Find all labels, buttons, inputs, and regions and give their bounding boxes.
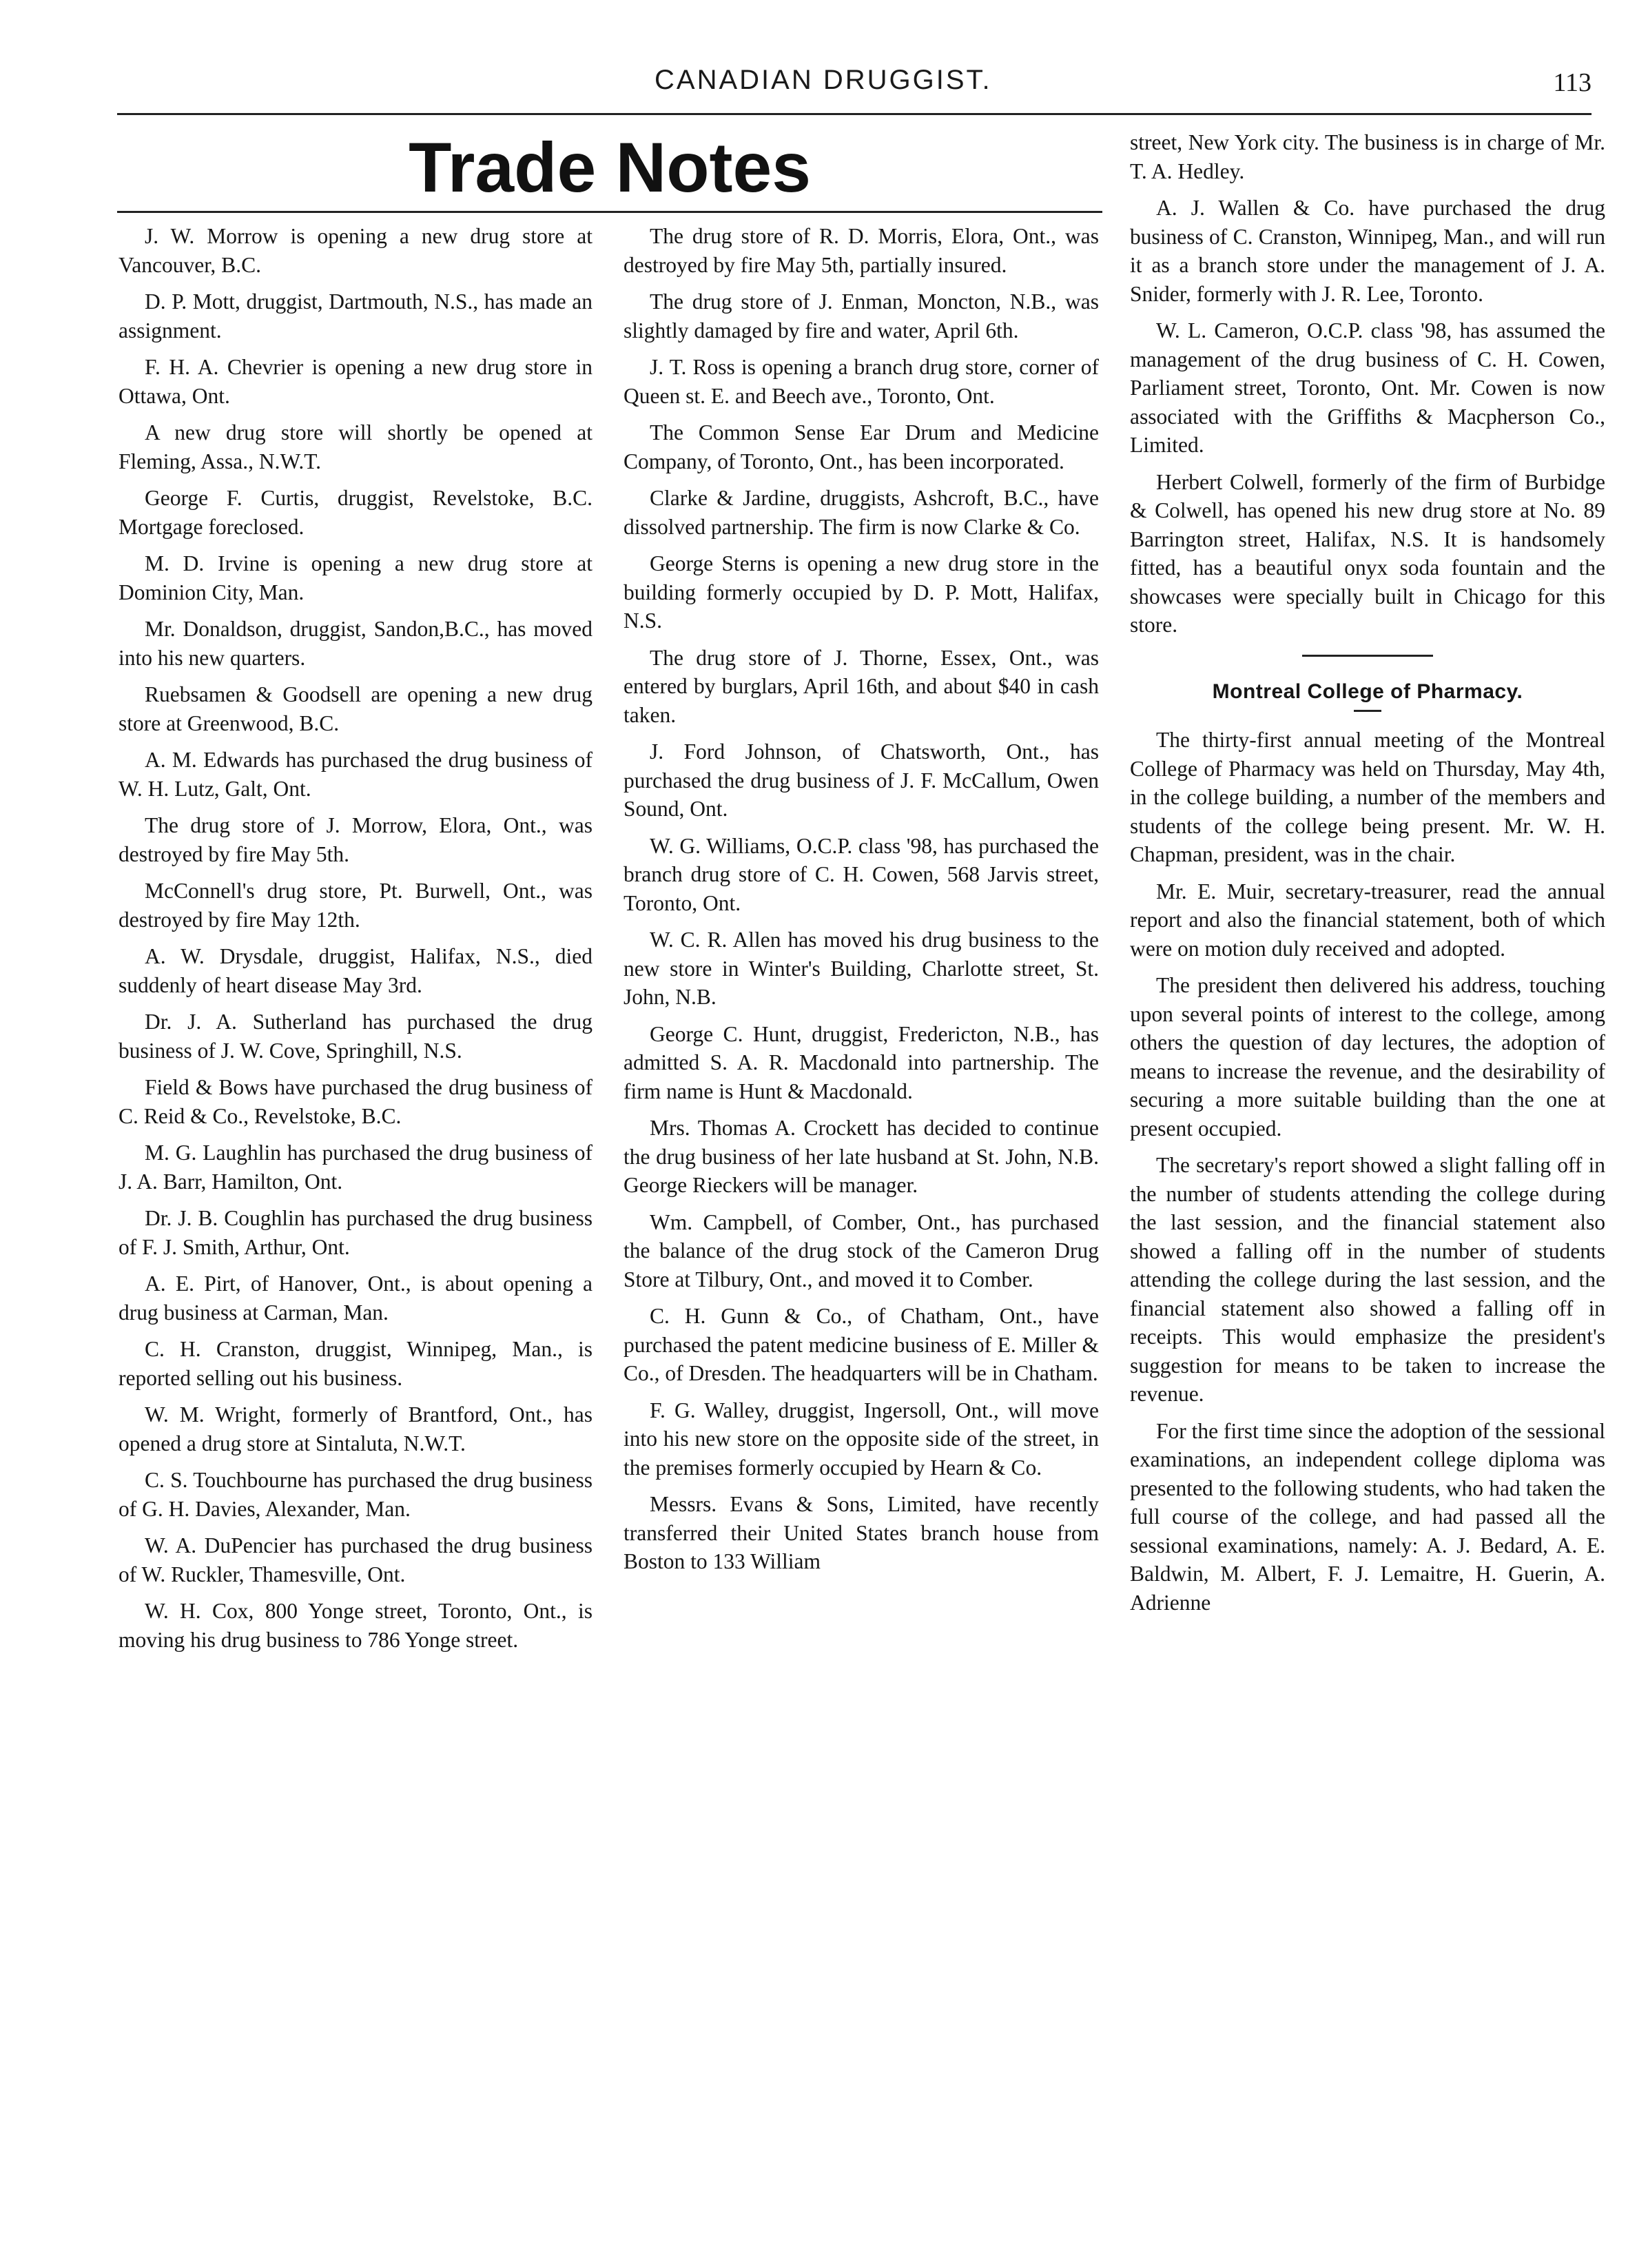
- news-item: F. G. Walley, druggist, Ingersoll, Ont., will move into his new store on the opposite side of the street, in the premises formerly occupied by Hearn & Co.: [624, 1398, 1099, 1480]
- news-item: C. S. Touchbourne has purchased the drug business of G. H. Davies, Alexander, Man.: [119, 1468, 593, 1521]
- news-item: A. M. Edwards has purchased the drug business of W. H. Lutz, Galt, Ont.: [119, 748, 593, 801]
- news-item: A. E. Pirt, of Hanover, Ont., is about opening a drug business at Carman, Man.: [119, 1271, 593, 1325]
- article-paragraph: For the first time since the adoption of the sessional examinations, an independent college diploma was presented to the following students, who had taken the full course of the college, and had passed all the sessional examinations, namely: A. J. Bedard, A. E. Baldwin, M. Albert, F. J. Lemaitre, H. Guerin, A. Adrienne: [1130, 1418, 1605, 1615]
- column-3: [1130, 128, 1605, 1625]
- news-item: W. L. Cameron, O.C.P. class '98, has assumed the management of the drug business of C. H. Cowen, Parliament street, Toronto, Ont. Mr. Cowen is now associated with the Griffiths & Macpherson Co., Limited.: [1130, 318, 1605, 457]
- news-item: Mr. Donaldson, druggist, Sandon,B.C., has moved into his new quarters.: [119, 617, 593, 670]
- news-item: F. H. A. Chevrier is opening a new drug store in Ottawa, Ont.: [119, 355, 593, 408]
- news-item: W. C. R. Allen has moved his drug business to the new store in Winter's Building, Charlotte street, St. John, N.B.: [624, 928, 1099, 1009]
- news-item: Wm. Campbell, of Comber, Ont., has purchased the balance of the drug stock of the Cameron Drug Store at Tilbury, Ont., and moved it to Comber.: [624, 1209, 1099, 1291]
- section-title: Trade Notes: [409, 128, 811, 207]
- news-item: The drug store of J. Morrow, Elora, Ont., was destroyed by fire May 5th.: [119, 813, 593, 866]
- column-1: [119, 222, 593, 1662]
- news-item: The Common Sense Ear Drum and Medicine Company, of Toronto, Ont., has been incorporated.: [624, 420, 1099, 473]
- subheading-dash: [1354, 710, 1381, 712]
- news-item: A. J. Wallen & Co. have purchased the drug business of C. Cranston, Winnipeg, Man., and will run it as a branch store under the management of J. A. Snider, formerly with J. R. Lee, Toronto.: [1130, 196, 1605, 306]
- news-item: The drug store of J. Enman, Moncton, N.B., was slightly damaged by fire and water, April 6th.: [624, 289, 1099, 343]
- running-head: [117, 63, 1592, 112]
- news-item: The drug store of R. D. Morris, Elora, Ont., was destroyed by fire May 5th, partially insured.: [624, 224, 1099, 277]
- news-item: street, New York city. The business is in charge of Mr. T. A. Hedley.: [1130, 130, 1605, 183]
- news-item: A new drug store will shortly be opened at Fleming, Assa., N.W.T.: [119, 420, 593, 473]
- news-item: Dr. J. A. Sutherland has purchased the drug business of J. W. Cove, Springhill, N.S.: [119, 1010, 593, 1063]
- news-item: J. Ford Johnson, of Chatsworth, Ont., has purchased the drug business of J. F. McCallum, Owen Sound, Ont.: [624, 739, 1099, 821]
- article-paragraph: Mr. E. Muir, secretary-treasurer, read the annual report and also the financial statement, both of which were on motion duly received and adopted.: [1130, 879, 1605, 961]
- header-rule: [117, 113, 1592, 115]
- news-item: W. G. Williams, O.C.P. class '98, has purchased the branch drug store of C. H. Cowen, 568 Jarvis street, Toronto, Ont.: [624, 833, 1099, 915]
- journal-title: CANADIAN DRUGGIST.: [655, 65, 992, 95]
- news-item: A. W. Drysdale, druggist, Halifax, N.S., died suddenly of heart disease May 3rd.: [119, 944, 593, 997]
- news-item: George Sterns is opening a new drug store in the building formerly occupied by D. P. Mott, Halifax, N.S.: [624, 551, 1099, 633]
- news-item: J. W. Morrow is opening a new drug store at Vancouver, B.C.: [119, 224, 593, 277]
- article-paragraph: The president then delivered his address, touching upon several points of interest to the college, among others the question of day lectures, the adoption of means to increase the revenue, and the desirability of securing a more suitable building than the one at present occupied.: [1130, 973, 1605, 1141]
- news-item: W. H. Cox, 800 Yonge street, Toronto, Ont., is moving his drug business to 786 Yonge street.: [119, 1599, 593, 1652]
- article-paragraph: The secretary's report showed a slight falling off in the number of students attending the college during the last session, and the financial statement also showed a falling off in the number of students attending the college during the last session, and the financial statement also showed a falling off in receipts. This would emphasize the president's suggestion for means to be taken to increase the revenue.: [1130, 1153, 1605, 1406]
- news-item: W. M. Wright, formerly of Brantford, Ont., has opened a drug store at Sintaluta, N.W.T.: [119, 1402, 593, 1455]
- news-item: D. P. Mott, druggist, Dartmouth, N.S., has made an assignment.: [119, 289, 593, 343]
- news-item: C. H. Gunn & Co., of Chatham, Ont., have purchased the patent medicine business of E. Miller & Co., of Dresden. The headquarters will be in Chatham.: [624, 1304, 1099, 1385]
- news-item: C. H. Cranston, druggist, Winnipeg, Man., is reported selling out his business.: [119, 1337, 593, 1390]
- column-2: [624, 222, 1099, 1584]
- news-item: Messrs. Evans & Sons, Limited, have recently transferred their United States branch house from Boston to 133 William: [624, 1492, 1099, 1573]
- news-item: George C. Hunt, druggist, Fredericton, N.B., has admitted S. A. R. Macdonald into partnership. The firm name is Hunt & Macdonald.: [624, 1021, 1099, 1103]
- subsection-heading: Montreal College of Pharmacy.: [1212, 680, 1523, 703]
- news-item: W. A. DuPencier has purchased the drug business of W. Ruckler, Thamesville, Ont.: [119, 1533, 593, 1586]
- news-item: Dr. J. B. Coughlin has purchased the drug business of F. J. Smith, Arthur, Ont.: [119, 1206, 593, 1259]
- news-item: Field & Bows have purchased the drug business of C. Reid & Co., Revelstoke, B.C.: [119, 1075, 593, 1128]
- news-item: J. T. Ross is opening a branch drug store, corner of Queen st. E. and Beech ave., Toronto, Ont.: [624, 355, 1099, 408]
- news-item: McConnell's drug store, Pt. Burwell, Ont., was destroyed by fire May 12th.: [119, 879, 593, 932]
- news-item: M. G. Laughlin has purchased the drug business of J. A. Barr, Hamilton, Ont.: [119, 1141, 593, 1194]
- title-rule: [117, 211, 1102, 213]
- news-item: The drug store of J. Thorne, Essex, Ont., was entered by burglars, April 16th, and about $40 in cash taken.: [624, 645, 1099, 727]
- news-item: Clarke & Jardine, druggists, Ashcroft, B.C., have dissolved partnership. The firm is now Clarke & Co.: [624, 486, 1099, 539]
- page-number: 113: [1553, 68, 1592, 97]
- news-item: George F. Curtis, druggist, Revelstoke, B.C. Mortgage foreclosed.: [119, 486, 593, 539]
- news-item: Ruebsamen & Goodsell are opening a new drug store at Greenwood, B.C.: [119, 682, 593, 735]
- news-item: M. D. Irvine is opening a new drug store at Dominion City, Man.: [119, 551, 593, 604]
- section-divider: [1302, 655, 1433, 657]
- news-item: Mrs. Thomas A. Crockett has decided to continue the drug business of her late husband at St. John, N.B. George Rieckers will be manager.: [624, 1116, 1099, 1197]
- article-paragraph: The thirty-first annual meeting of the Montreal College of Pharmacy was held on Thursday, May 4th, in the college building, a number of the members and students of the college being present. Mr. W. H. Chapman, president, was in the chair.: [1130, 728, 1605, 866]
- news-item: Herbert Colwell, formerly of the firm of Burbidge & Colwell, has opened his new drug store at No. 89 Barrington street, Halifax, N.S. It is handsomely fitted, has a beautiful onyx soda fountain and the showcases were specially built in Chicago for this store.: [1130, 469, 1605, 637]
